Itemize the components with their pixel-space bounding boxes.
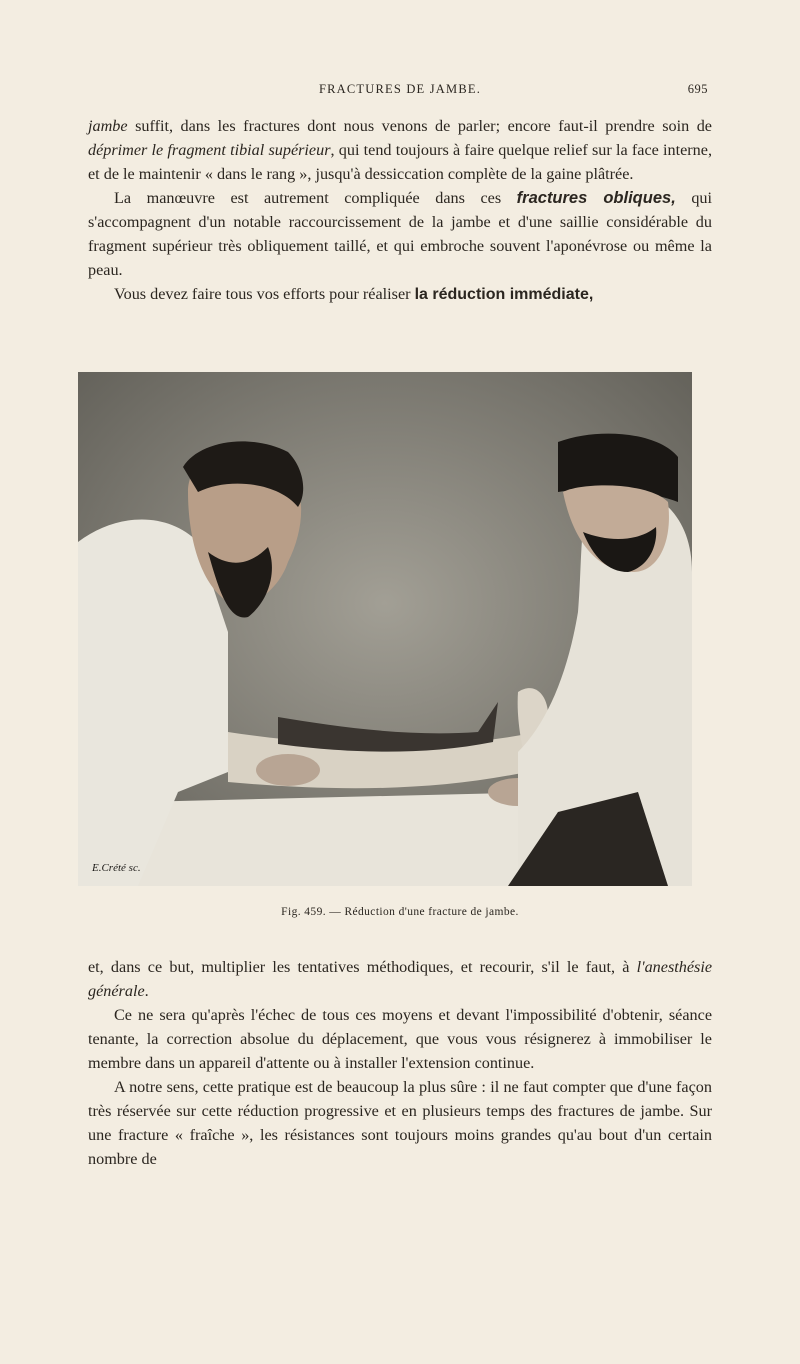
paragraph-3 — [88, 282, 712, 307]
running-title: FRACTURES DE JAMBE. — [318, 82, 482, 96]
paragraph-3-text: Vous devez faire tous vos efforts pour réaliser — [114, 285, 415, 303]
engraver-signature: E.Crété sc. — [92, 862, 141, 874]
paragraph-2 — [88, 186, 712, 282]
figure-illustration — [78, 372, 692, 886]
text-block-top — [88, 114, 712, 307]
paragraph-1-italic-phrase: déprimer le fragment tibial supérieur — [88, 141, 331, 159]
left-doctor-hand — [256, 754, 320, 786]
paragraph-2-text-end: qui s'accompagnent d'un notable raccourcissement de la jambe et d'une saillie considérable du fragment supérieur très obliquement taillé, et qui embroche souvent l'aponévrose ou même la peau. — [88, 189, 712, 279]
paragraph-1-italic-start: jambe — [88, 117, 128, 135]
figure-caption: Fig. 459. — Réduction d'une fracture de jambe. — [281, 906, 519, 918]
paragraph-5: Ce ne sera qu'après l'échec de tous ces moyens et devant l'impossibilité d'obtenir, séance tenante, la correction absolue du déplacement, que vous vous résignerez à immobiliser le membre dans un appareil d'attente ou à installer l'extension continue. — [88, 1006, 712, 1072]
running-head — [90, 82, 710, 102]
paragraph-6: A notre sens, cette pratique est de beaucoup la plus sûre : il ne faut compter que d'une façon très réservée sur cette réduction progressive et en plusieurs temps des fractures de jambe. Sur une fracture « fraîche », les résistances sont toujours moins grandes qu'au bout d'un certain nombre de — [88, 1078, 712, 1168]
paragraph-2-emphasis: fractures obliques, — [516, 189, 676, 207]
table-shape — [138, 792, 548, 886]
paragraph-3-emphasis: la réduction immédiate, — [414, 286, 594, 303]
paragraph-2-text: La manœuvre est autrement compliquée dans ces — [114, 189, 517, 207]
paragraph-4 — [88, 955, 712, 1003]
paragraph-1-text: suffit, dans les fractures dont nous venons de parler; encore faut-il prendre soin de — [127, 117, 712, 135]
paragraph-1 — [88, 114, 712, 186]
paragraph-4-italic: l'anesthésie générale — [88, 958, 712, 1000]
paragraph-4-end: . — [144, 982, 149, 1000]
paragraph-1-text-end: , qui tend toujours à faire quelque relief sur la face interne, et de le maintenir « dans le rang », jusqu'à dessiccation complète de la gaine plâtrée. — [88, 141, 712, 183]
figure-drawing — [78, 372, 692, 886]
paragraph-4-text: et, dans ce but, multiplier les tentatives méthodiques, et recourir, s'il le faut, à — [88, 958, 637, 976]
text-block-bottom — [88, 955, 712, 1171]
page-number: 695 — [687, 82, 708, 96]
